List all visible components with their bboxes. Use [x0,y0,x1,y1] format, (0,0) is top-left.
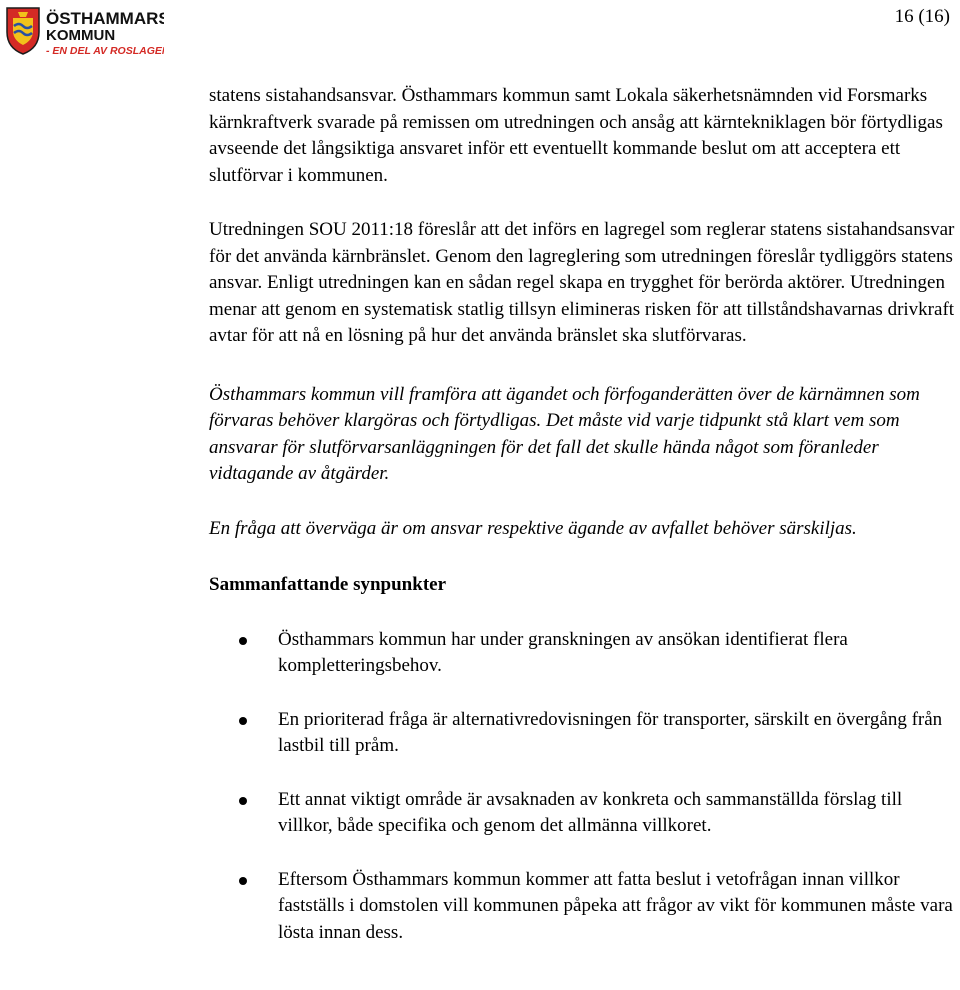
bullet-icon [239,717,247,725]
paragraph-3: Östhammars kommun vill framföra att ägandet och förfoganderätten över de kärnämnen som förvaras behöver klargöras och förtydligas. Det måste vid varje tidpunkt stå klart vem som ansvarar för slutförvarsanläggningen för det fall det skulle hända något som föranleder vidtagande av åtgärder. [209,383,920,484]
bullet-icon [239,877,247,885]
summary-list [209,627,955,947]
bullet-icon [239,797,247,805]
paragraph-1: statens sistahandsansvar. Östhammars kommun samt Lokala säkerhetsnämnden vid Forsmarks kärnkraftverk svarade på remissen om utredningen och ansåg att kärntekniklagen bör förtydligas avseende det långsiktiga ansvaret inför ett eventuellt kommande beslut om att acceptera ett slutförvar i kommunen. [209,85,943,186]
section-heading: Sammanfattande synpunkter [209,574,447,595]
kommun-logo [4,4,164,56]
logo-line2: KOMMUN [46,27,116,44]
logo-line1: ÖSTHAMMARS [46,9,164,28]
list-item [208,627,955,680]
list-item-text: Eftersom Östhammars kommun kommer att fatta beslut i vetofrågan innan villkor fastställs i domstolen vill kommunen påpeka att frågor av vikt för kommunen måste vara lösta innan dess. [278,868,953,943]
logo-line3: - EN DEL AV ROSLAGEN [46,45,164,56]
list-item-text: En prioriterad fråga är alternativredovisningen för transporter, särskilt en övergång från lastbil till pråm. [278,708,943,756]
paragraph-4: En fråga att överväga är om ansvar respektive ägande av avfallet behöver särskiljas. [209,517,857,539]
list-item-text: Östhammars kommun har under granskningen av ansökan identifierat flera kompletteringsbehov. [278,628,848,676]
list-item [208,787,955,840]
bullet-icon [239,637,247,645]
list-item [208,707,955,760]
list-item [208,867,955,947]
page-number: 16 (16) [894,6,950,27]
list-item-text: Ett annat viktigt område är avsaknaden av konkreta och sammanställda förslag till villkor, både specifika och genom det allmänna villkoret. [278,788,903,836]
paragraph-2: Utredningen SOU 2011:18 föreslår att det införs en lagregel som reglerar statens sistahandsansvar för det använda kärnbränslet. Genom den lagreglering som utredningen föreslår tydliggörs statens ansvar. Enligt utredningen kan en sådan regel skapa en trygghet för berörda aktörer. Utredningen menar att genom en systematisk statlig tillsyn elimineras risken för att tillståndshavarnas drivkraft avtar för att nå en lösning på hur det använda bränslet ska slutförvaras. [209,219,955,346]
document-body [209,83,955,973]
coat-of-arms-icon [4,4,164,56]
